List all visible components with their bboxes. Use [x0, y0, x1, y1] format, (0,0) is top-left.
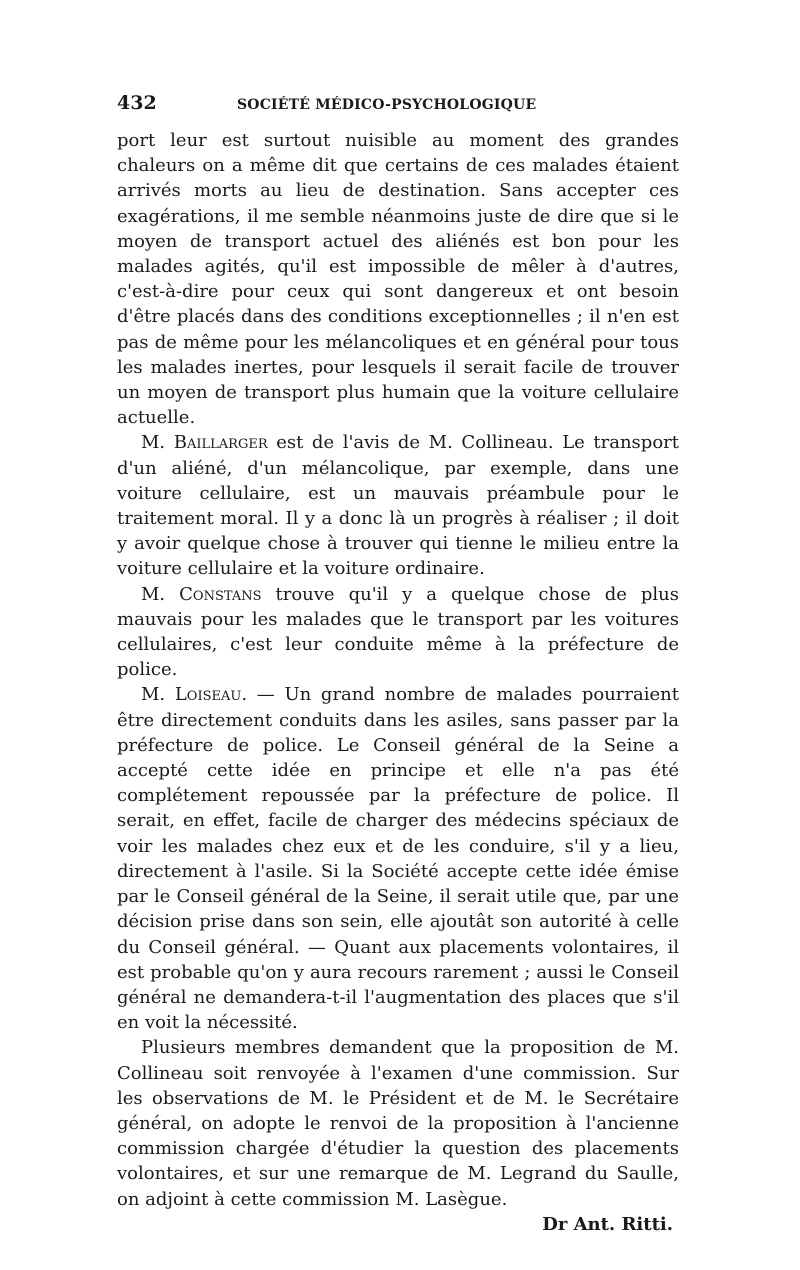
paragraph-text: — Un grand nombre de malades pourraient être directement conduits dans les asiles, sans passer par la préfecture de police. Le Conseil général de la Seine a accepté cette idée en principe et elle n'a pas été complétement repoussée par la préfecture de police. Il serait, en effet, facile de charger des médecins spéciaux de voir les malades chez eux et de les conduire, s'il y a lieu, directement à l'asile. Si la Société accepte cette idée émise par le Conseil général de la Seine, il serait utile que, par une décision prise dans son sein, elle ajoutât son autorité à celle du Conseil général. — Quant aux placements volontaires, il est probable qu'on y aura recours rarement ; aussi le Conseil général ne demandera-t-il l'augmentation des places que s'il en voit la nécessité.: [117, 684, 679, 1034]
paragraph-loiseau: [117, 682, 679, 1035]
paragraph-baillarger: [117, 430, 679, 581]
paragraph-decision: [117, 1035, 679, 1211]
paragraph-text: Plusieurs membres demandent que la proposition de M. Collineau soit renvoyée à l'examen d'une commission. Sur les observations de M. le Président et de M. le Secrétaire général, on adopte le renvoi de la proposition à l'ancienne commission chargée d'étudier la question des placements volontaires, et sur une remarque de M. Legrand du Saulle, on adjoint à cette commission M. Lasègue.: [117, 1037, 679, 1210]
speaker-name: M. Baillarger: [141, 432, 268, 454]
paragraph-text: est de l'avis de M. Collineau. Le transport d'un aliéné, d'un mélancolique, par exemple, dans une voiture cellulaire, est un mauvais préambule pour le traitement moral. Il y a donc là un progrès à réaliser ; il doit y avoir quelque chose à trouver qui tienne le milieu entre la voiture cellulaire et la voiture ordinaire.: [117, 432, 679, 580]
book-page: [117, 92, 679, 1237]
page-number: 432: [117, 92, 157, 114]
speaker-name: M. Loiseau.: [141, 684, 248, 706]
paragraph-text: trouve qu'il y a quelque chose de plus mauvais pour les malades que le transport par les voitures cellulaires, c'est leur conduite même à la préfecture de police.: [117, 583, 679, 681]
speaker-name: M. Constans: [141, 583, 262, 605]
paragraph-continuation: [117, 128, 679, 430]
paragraph-constans: [117, 582, 679, 683]
page-body: [117, 128, 679, 1212]
signature: Dr Ant. Ritti.: [542, 1213, 673, 1235]
paragraph-text: port leur est surtout nuisible au moment des grandes chaleurs on a même dit que certains de ces malades étaient arrivés morts au lieu de destination. Sans accepter ces exagérations, il me semble néanmoins juste de dire que si le moyen de transport actuel des aliénés est bon pour les malades agités, qu'il est impossible de mêler à d'autres, c'est-à-dire pour ceux qui sont dangereux et ont besoin d'être placés dans des conditions exceptionnelles ; il n'en est pas de même pour les mélancoliques et en général pour tous les malades inertes, pour lesquels il serait facile de trouver un moyen de transport plus humain que la voiture cellulaire actuelle.: [117, 130, 679, 429]
running-head: SOCIÉTÉ MÉDICO-PSYCHOLOGIQUE: [237, 97, 537, 113]
page-header: [117, 92, 679, 118]
